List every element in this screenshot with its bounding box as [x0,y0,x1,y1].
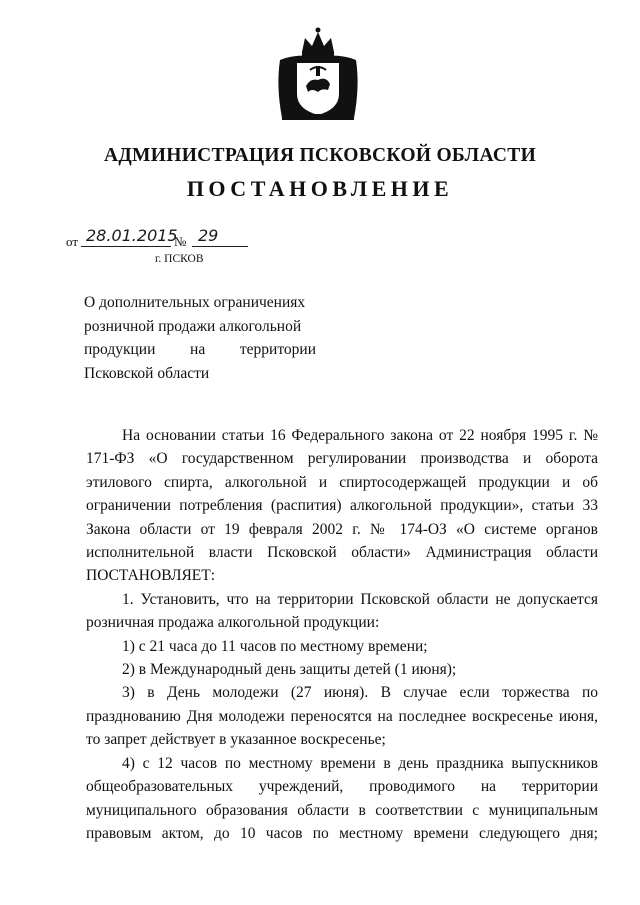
number-label: № [174,234,187,249]
list-item: 3) в День молодежи (27 июня). В случае если торжества по празднованию Дня молодежи переносятся на последнее воскресенье июня, то запрет действует в указанное воскресенье; [86,684,598,749]
list-item: 1) с 21 часа до 11 часов по местному времени; [122,637,428,655]
document-body [86,424,598,845]
list-item: 2) в Международный день защиты детей (1 июня); [122,661,457,679]
handwritten-number: 29 [198,226,219,245]
city-label: г. ПСКОВ [155,253,204,265]
date-number-line [66,228,256,250]
subject-line: продукции на территории [84,341,316,358]
date-prefix: от [66,234,79,249]
handwritten-date: 28.01.2015 [86,226,178,245]
preamble-paragraph: На основании статьи 16 Федерального закона от 22 ноября 1995 г. № 171-ФЗ «О государственном регулировании производства и оборота этилового спирта, алкогольной и спиртосодержащей продукции и об ограничении потребления (распития) алкогольной продукции», статьи 33 Закона области от 19 февраля 2002 г. № 174-ОЗ «О системе органов исполнительной власти Псковской области» Администрация области ПОСТАНОВЛЯЕТ: [86,427,598,585]
number-underline [192,246,248,247]
organization-title: АДМИНИСТРАЦИЯ ПСКОВСКОЙ ОБЛАСТИ [103,145,537,166]
subject-line: О дополнительных ограничениях [84,294,306,311]
subject-line: розничной продажи алкогольной [84,317,302,335]
list-item: 4) с 12 часов по местному времени в день праздника выпускников общеобразовательных учреждений, проводимого на территории муниципального образования области в соответствии с муниципальным правовым актом, до 10 часов по местному времени следующего дня; [86,754,598,842]
clause-paragraph: 1. Установить, что на территории Псковской области не допускается розничная продажа алкогольной продукции: [86,590,598,632]
document-subject [84,291,316,385]
subject-line: Псковской области [84,364,210,382]
date-underline [81,246,171,247]
document-type: ПОСТАНОВЛЕНИЕ [186,176,454,201]
pskov-coat-of-arms-icon [272,26,364,126]
coat-of-arms [272,26,364,126]
